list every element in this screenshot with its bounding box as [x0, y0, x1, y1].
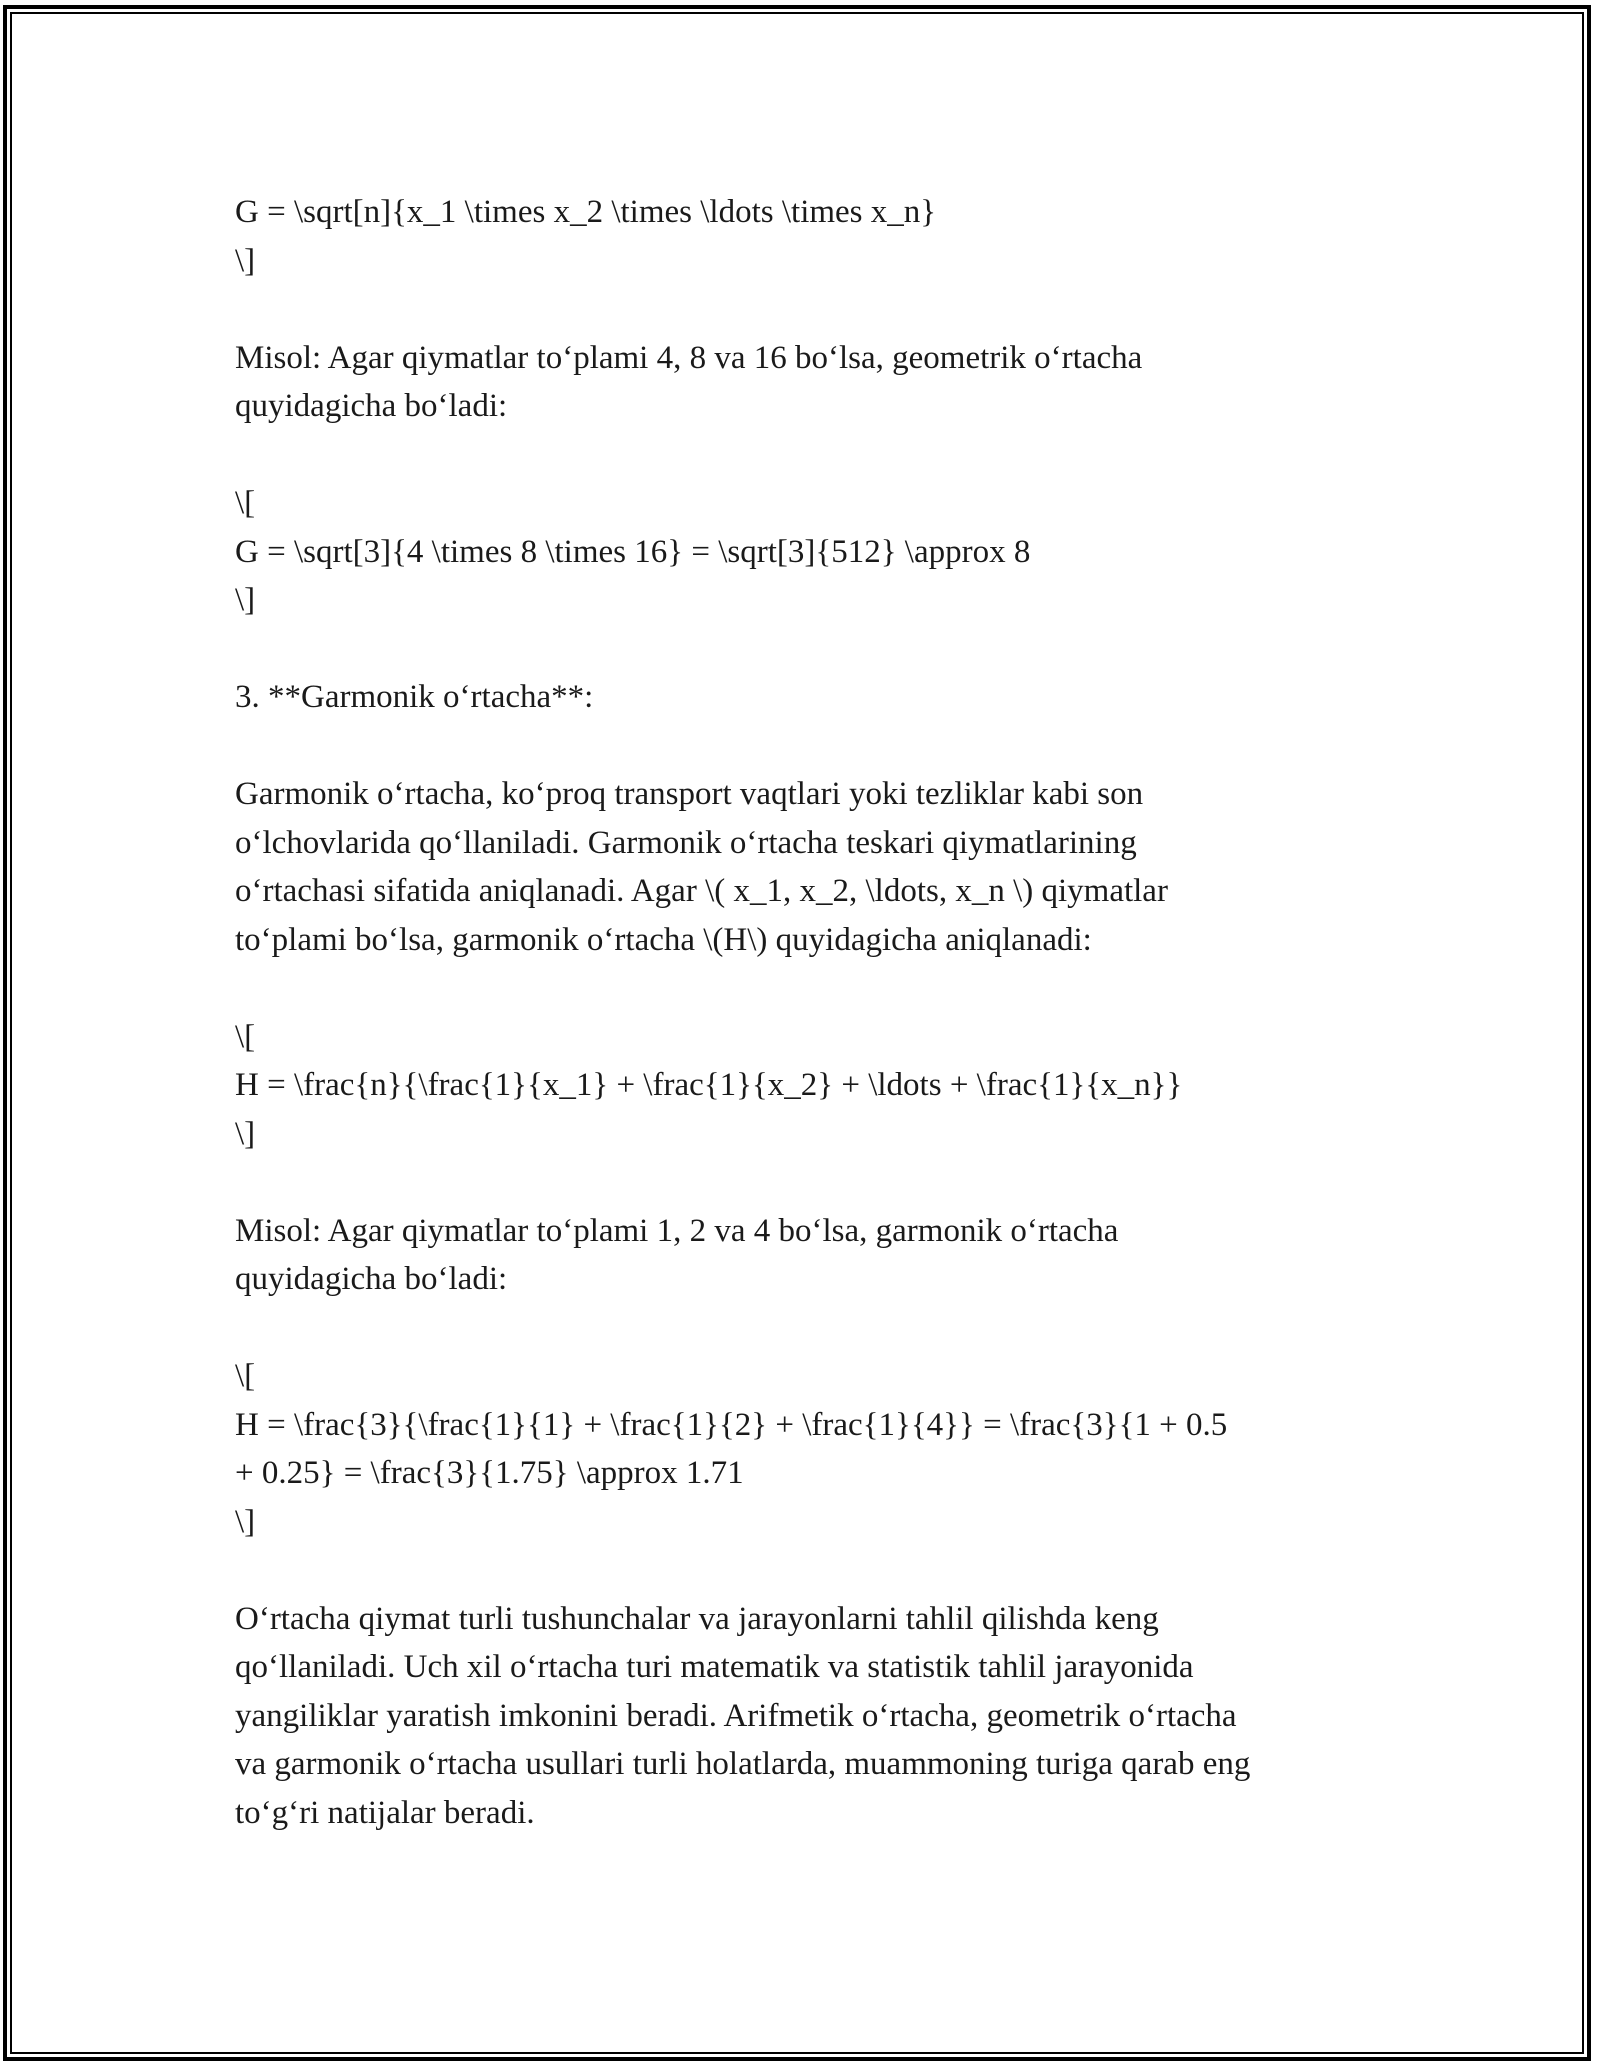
formula-delimiter-close: \] [235, 242, 256, 279]
geometric-mean-example [235, 334, 1395, 431]
formula-line: H = \frac{3}{\frac{1}{1} + \frac{1}{2} + \frac{1}{4}} = \frac{3}{1 + 0.5 [235, 1406, 1228, 1443]
conclusion-paragraph [235, 1595, 1395, 1838]
geometric-mean-formula-block [235, 188, 1395, 285]
paragraph-line: to‘plami bo‘lsa, garmonik o‘rtacha \(H\) quyidagicha aniqlanadi: [235, 921, 1092, 958]
harmonic-mean-example-formula-block [235, 1352, 1395, 1546]
formula-delimiter-close: \] [235, 582, 256, 618]
blank-line [235, 1546, 1395, 1595]
blank-line [235, 285, 1395, 334]
blank-line [235, 625, 1395, 674]
paragraph-line: o‘lchovlarida qo‘llaniladi. Garmonik o‘rtacha teskari qiymatlarining [235, 824, 1137, 861]
formula-line: H = \frac{n}{\frac{1}{x_1} + \frac{1}{x_2} + \ldots + \frac{1}{x_n}} [235, 1067, 1183, 1103]
harmonic-mean-example [235, 1207, 1395, 1304]
harmonic-mean-intro-paragraph [235, 770, 1395, 964]
paragraph-line: quyidagicha bo‘ladi: [235, 388, 508, 424]
geometric-mean-example-formula-block [235, 479, 1395, 625]
blank-line [235, 1158, 1395, 1207]
blank-line [235, 431, 1395, 480]
formula-delimiter-close: \] [235, 1503, 256, 1540]
formula-line: G = \sqrt[3]{4 \times 8 \times 16} = \sqrt[3]{512} \approx 8 [235, 533, 1031, 570]
paragraph-line: Misol: Agar qiymatlar to‘plami 4, 8 va 16 bo‘lsa, geometrik o‘rtacha [235, 339, 1143, 376]
formula-delimiter-open: \[ [235, 1018, 256, 1055]
harmonic-mean-heading: 3. **Garmonik o‘rtacha**: [235, 679, 594, 715]
formula-delimiter-open: \[ [235, 485, 256, 521]
paragraph-line: va garmonik o‘rtacha usullari turli holatlarda, muammoning turiga qarab eng [235, 1746, 1251, 1782]
harmonic-mean-formula-block [235, 1013, 1395, 1159]
blank-line [235, 722, 1395, 771]
paragraph-line: O‘rtacha qiymat turli tushunchalar va jarayonlarni tahlil qilishda keng [235, 1600, 1159, 1637]
paragraph-line: Misol: Agar qiymatlar to‘plami 1, 2 va 4 bo‘lsa, garmonik o‘rtacha [235, 1212, 1119, 1249]
document-body [235, 188, 1395, 1837]
blank-line [235, 964, 1395, 1013]
formula-delimiter-close: \] [235, 1115, 256, 1152]
paragraph-line: o‘rtachasi sifatida aniqlanadi. Agar \( x_1, x_2, \ldots, x_n \) qiymatlar [235, 873, 1168, 909]
paragraph-line: to‘g‘ri natijalar beradi. [235, 1794, 535, 1831]
formula-line: + 0.25} = \frac{3}{1.75} \approx 1.71 [235, 1455, 744, 1491]
formula-line: G = \sqrt[n]{x_1 \times x_2 \times \ldots \times x_n} [235, 194, 937, 230]
paragraph-line: qo‘llaniladi. Uch xil o‘rtacha turi matematik va statistik tahlil jarayonida [235, 1649, 1194, 1685]
formula-delimiter-open: \[ [235, 1358, 256, 1394]
blank-line [235, 1304, 1395, 1353]
paragraph-line: quyidagicha bo‘ladi: [235, 1261, 508, 1297]
paragraph-line: Garmonik o‘rtacha, ko‘proq transport vaqtlari yoki tezliklar kabi son [235, 776, 1144, 812]
paragraph-line: yangiliklar yaratish imkonini beradi. Arifmetik o‘rtacha, geometrik o‘rtacha [235, 1697, 1237, 1734]
